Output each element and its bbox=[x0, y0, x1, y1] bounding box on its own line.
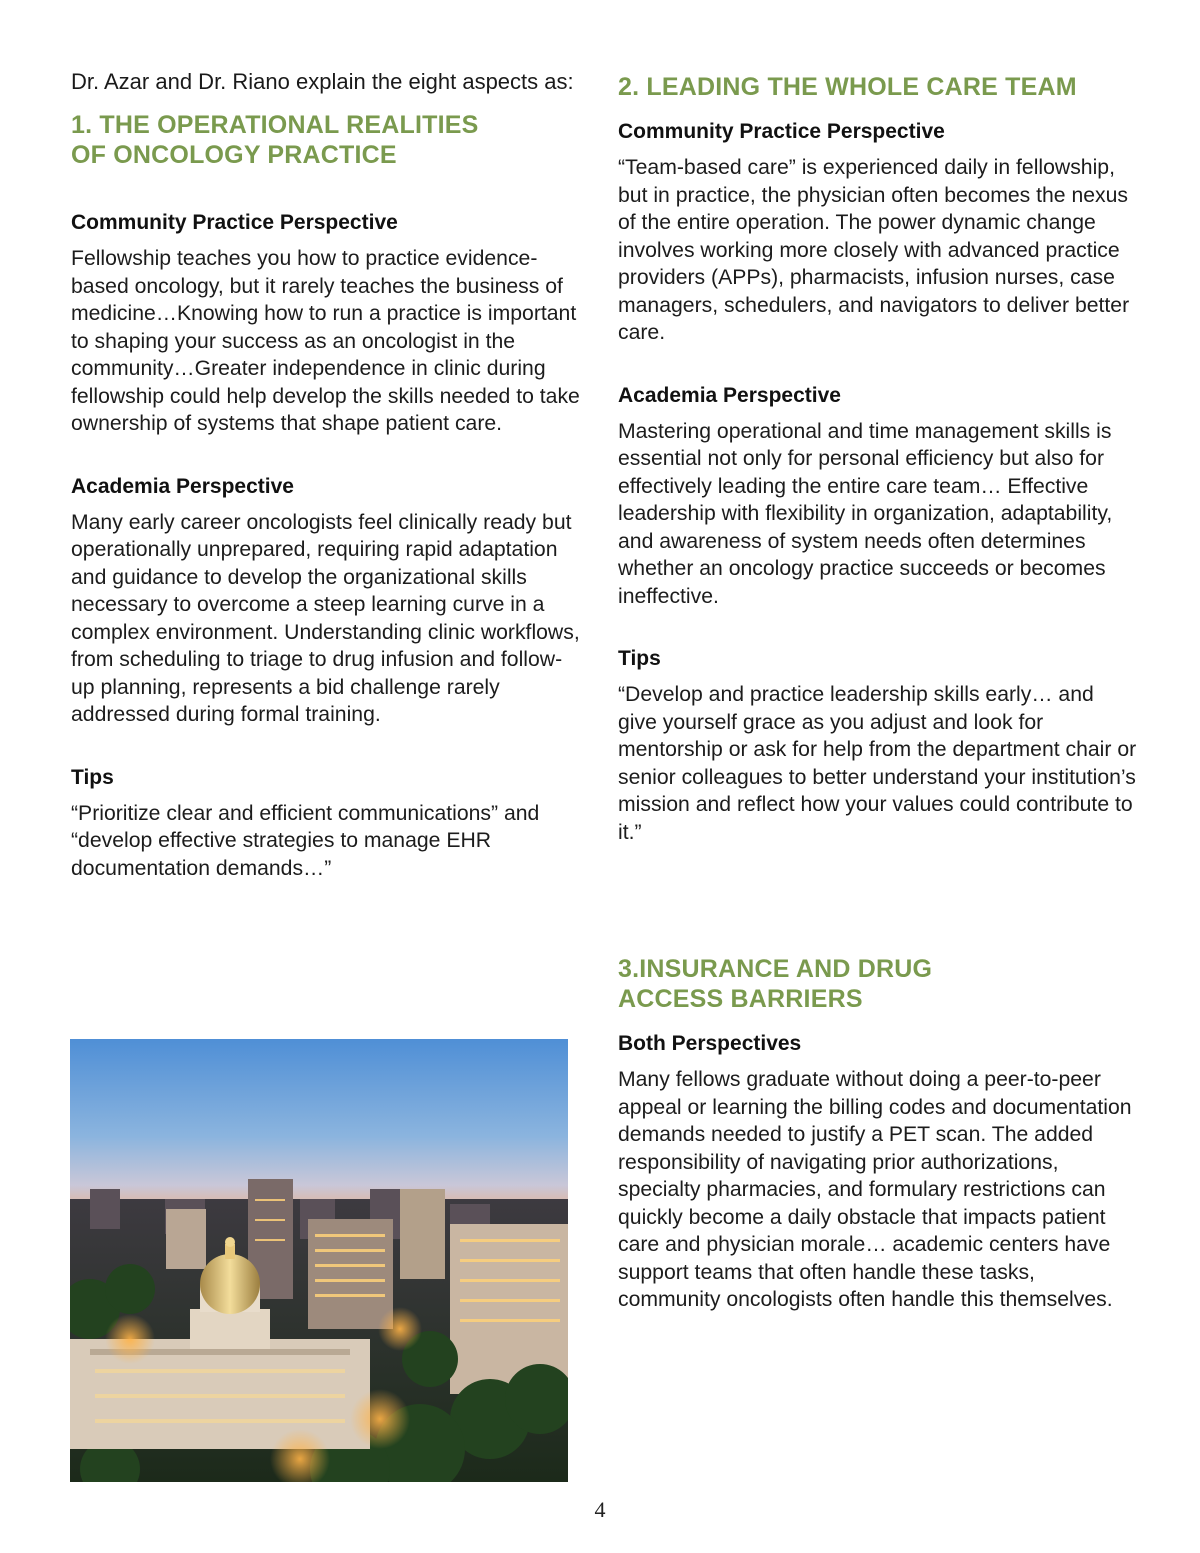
right-column bbox=[618, 68, 1138, 1314]
section-1-community-text: Fellowship teaches you how to practice evidence-based oncology, but it rarely teaches the business of medicine…Knowing how to run a practice is important to shaping your success as an oncologist in the community…Greater independence in clinic during fellowship could help develop the skills needed to take ownership of systems that shape patient care. bbox=[71, 247, 580, 435]
section-1-tips-text: “Prioritize clear and efficient communications” and “develop effective strategies to manage EHR documentation demands…” bbox=[71, 801, 540, 880]
page-number: 4 bbox=[594, 1497, 606, 1522]
section-2-community-text: “Team-based care” is experienced daily in fellowship, but in practice, the physician often becomes the nexus of the entire operation. The power dynamic change involves working more closely with advanced practice providers (APPs), pharmacists, infusion nurses, case managers, schedulers, and navigators to deliver better care. bbox=[618, 156, 1130, 344]
section-2-title-line-1: 2. LEADING THE WHOLE CARE TEAM bbox=[618, 73, 1077, 101]
section-2-tips-text: “Develop and practice leadership skills early… and give yourself grace as you adjust and look for mentorship or ask for help from the department chair or senior colleagues to better understand your institution’s mission and reflect how your values could contribute to it.” bbox=[618, 683, 1137, 844]
section-3-both-heading: Both Perspectives bbox=[618, 1032, 802, 1055]
city-skyline-photo bbox=[70, 1039, 568, 1482]
section-3-both-text: Many fellows graduate without doing a peer-to-peer appeal or learning the billing codes and documentation demands needed to justify a PET scan. The added responsibility of navigating prior authorizations, specialty pharmacies, and formulary restrictions can quickly become a daily obstacle that impacts patient care and physician morale… academic centers have support teams that often handle these tasks, community oncologists often handle this themselves. bbox=[618, 1068, 1132, 1311]
section-2-tips-heading: Tips bbox=[618, 647, 661, 670]
section-3-title bbox=[618, 954, 1138, 1014]
section-3-title-line-1: 3.INSURANCE AND DRUG bbox=[618, 955, 933, 983]
left-column bbox=[71, 68, 581, 882]
section-2-community-heading: Community Practice Perspective bbox=[618, 120, 945, 143]
intro-text: Dr. Azar and Dr. Riano explain the eight aspects as: bbox=[71, 69, 574, 94]
section-1-academia-heading: Academia Perspective bbox=[71, 474, 294, 498]
section-1-tips-heading: Tips bbox=[71, 765, 114, 789]
section-1-title-line-1: 1. THE OPERATIONAL REALITIES bbox=[71, 111, 479, 139]
section-2-academia-heading: Academia Perspective bbox=[618, 383, 841, 407]
section-1-academia-text: Many early career oncologists feel clinically ready but operationally unprepared, requiring rapid adaptation and guidance to develop the organizational skills necessary to overcome a steep learning curve in a complex environment. Understanding clinic workflows, from scheduling to triage to drug infusion and follow-up planning, represents a bid challenge rarely addressed during formal training. bbox=[71, 510, 580, 726]
section-1-title bbox=[71, 110, 581, 170]
section-1-community-heading: Community Practice Perspective bbox=[71, 211, 398, 234]
section-3-title-line-2: ACCESS BARRIERS bbox=[618, 985, 863, 1013]
section-2-academia-text: Mastering operational and time management skills is essential not only for personal efficiency but also for effectively leading the entire care team… Effective leadership with flexibility in organization, adaptability, and awareness of system needs often determines whether an oncology practice succeeds or becomes ineffective. bbox=[618, 419, 1113, 608]
section-2-title bbox=[618, 72, 1138, 102]
section-1-title-line-2: OF ONCOLOGY PRACTICE bbox=[71, 141, 397, 169]
